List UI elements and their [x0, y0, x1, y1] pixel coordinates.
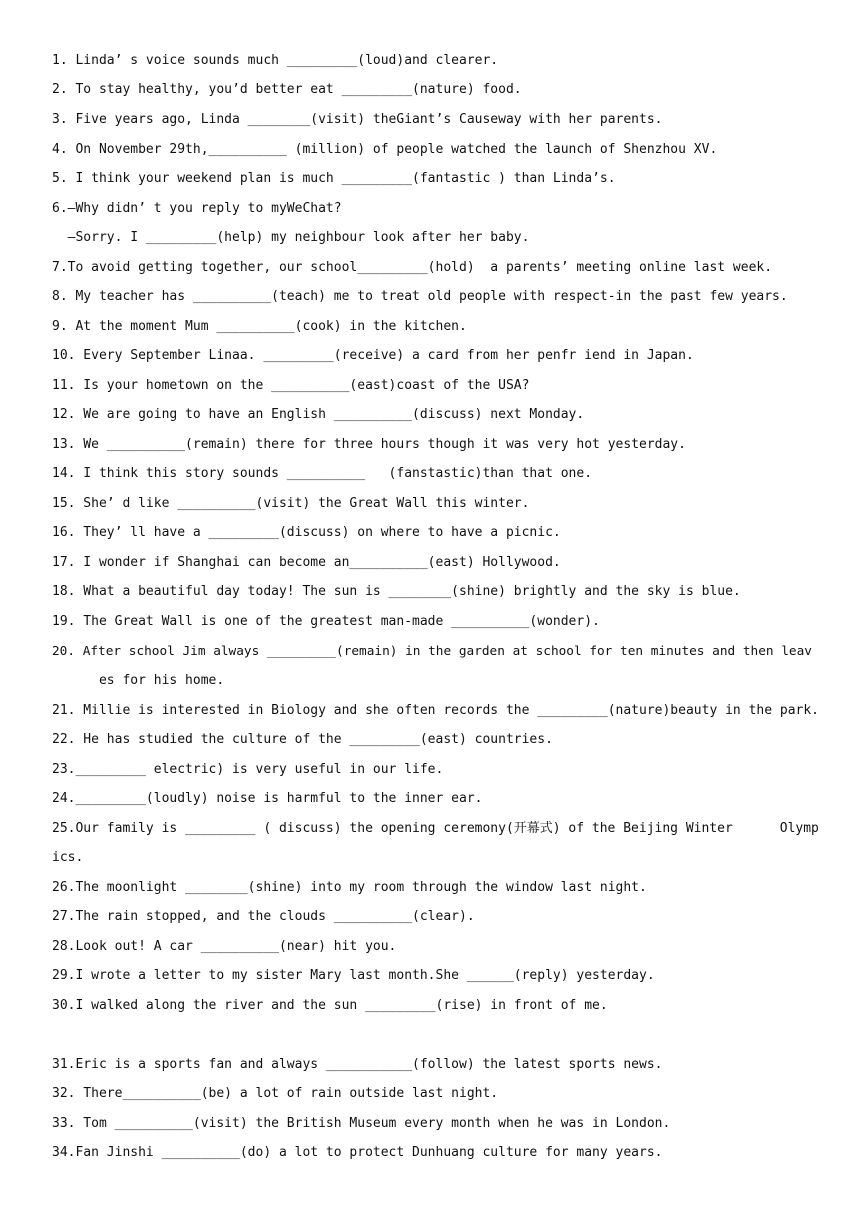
- exercise-line: 24._________(loudly) noise is harmful to the inner ear.: [52, 791, 483, 806]
- exercise-line: 32. There__________(be) a lot of rain outside last night.: [52, 1086, 499, 1101]
- exercise-line: 19. The Great Wall is one of the greatest man-made __________(wonder).: [52, 614, 600, 629]
- exercise-line: 28.Look out! A car __________(near) hit you.: [52, 939, 397, 954]
- exercise-line: 2. To stay healthy, you’d better eat _________(nature) food.: [52, 82, 522, 97]
- exercise-line: 9. At the moment Mum __________(cook) in the kitchen.: [52, 319, 467, 334]
- exercise-line: 20. After school Jim always _________(remain) in the garden at school for ten minutes and then leav: [52, 644, 812, 659]
- exercise-line: 16. They’ ll have a _________(discuss) on where to have a picnic.: [52, 525, 561, 540]
- exercise-line: 27.The rain stopped, and the clouds __________(clear).: [52, 909, 475, 924]
- exercise-line: 23._________ electric) is very useful in our life.: [52, 762, 444, 777]
- exercise-line: 7.To avoid getting together, our school_________(hold) a parents’ meeting online last week.: [52, 260, 773, 275]
- exercise-line: 10. Every September Linaa. _________(receive) a card from her penfr iend in Japan.: [52, 348, 694, 363]
- exercise-line: 4. On November 29th,__________ (million) of people watched the launch of Shenzhou XV.: [52, 142, 718, 157]
- exercise-line: 25.Our family is _________ ( discuss) the opening ceremony(开幕式) of the Beijing Winter Olymp: [52, 821, 819, 836]
- exercise-line: 3. Five years ago, Linda ________(visit) theGiant’s Causeway with her parents.: [52, 112, 663, 127]
- exercise-line: 12. We are going to have an English __________(discuss) next Monday.: [52, 407, 585, 422]
- exercise-line: 15. She’ d like __________(visit) the Great Wall this winter.: [52, 496, 530, 511]
- exercise-line: 33. Tom __________(visit) the British Museum every month when he was in London.: [52, 1116, 671, 1131]
- exercise-line: 30.I walked along the river and the sun _________(rise) in front of me.: [52, 998, 608, 1013]
- exercise-line: 8. My teacher has __________(teach) me to treat old people with respect-in the past few years.: [52, 289, 788, 304]
- exercise-line: 31.Eric is a sports fan and always ___________(follow) the latest sports news.: [52, 1057, 663, 1072]
- exercise-line: 22. He has studied the culture of the _________(east) countries.: [52, 732, 553, 747]
- exercise-line: 14. I think this story sounds __________ (fanstastic)than that one.: [52, 466, 593, 481]
- exercise-line: 29.I wrote a letter to my sister Mary last month.She ______(reply) yesterday.: [52, 968, 655, 983]
- exercise-line: 1. Linda’ s voice sounds much _________(loud)and clearer.: [52, 53, 499, 68]
- exercise-line: —Sorry. I _________(help) my neighbour look after her baby.: [52, 230, 530, 245]
- exercise-line: 6.—Why didn’ t you reply to myWeChat?: [52, 201, 342, 216]
- exercise-line: 26.The moonlight ________(shine) into my room through the window last night.: [52, 880, 647, 895]
- exercise-line: 13. We __________(remain) there for three hours though it was very hot yesterday.: [52, 437, 686, 452]
- exercise-line: 11. Is your hometown on the __________(east)coast of the USA?: [52, 378, 530, 393]
- exercise-line: 34.Fan Jinshi __________(do) a lot to protect Dunhuang culture for many years.: [52, 1145, 663, 1160]
- exercise-line: ics.: [52, 850, 84, 865]
- exercise-line: 18. What a beautiful day today! The sun is ________(shine) brightly and the sky is blue.: [52, 584, 741, 599]
- exercise-line: es for his home.: [52, 673, 225, 688]
- exercise-line: 5. I think your weekend plan is much _________(fantastic ) than Linda’s.: [52, 171, 616, 186]
- exercise-line: 17. I wonder if Shanghai can become an__________(east) Hollywood.: [52, 555, 561, 570]
- exercise-line: 21. Millie is interested in Biology and she often records the _________(nature)beauty in the park.: [52, 703, 820, 718]
